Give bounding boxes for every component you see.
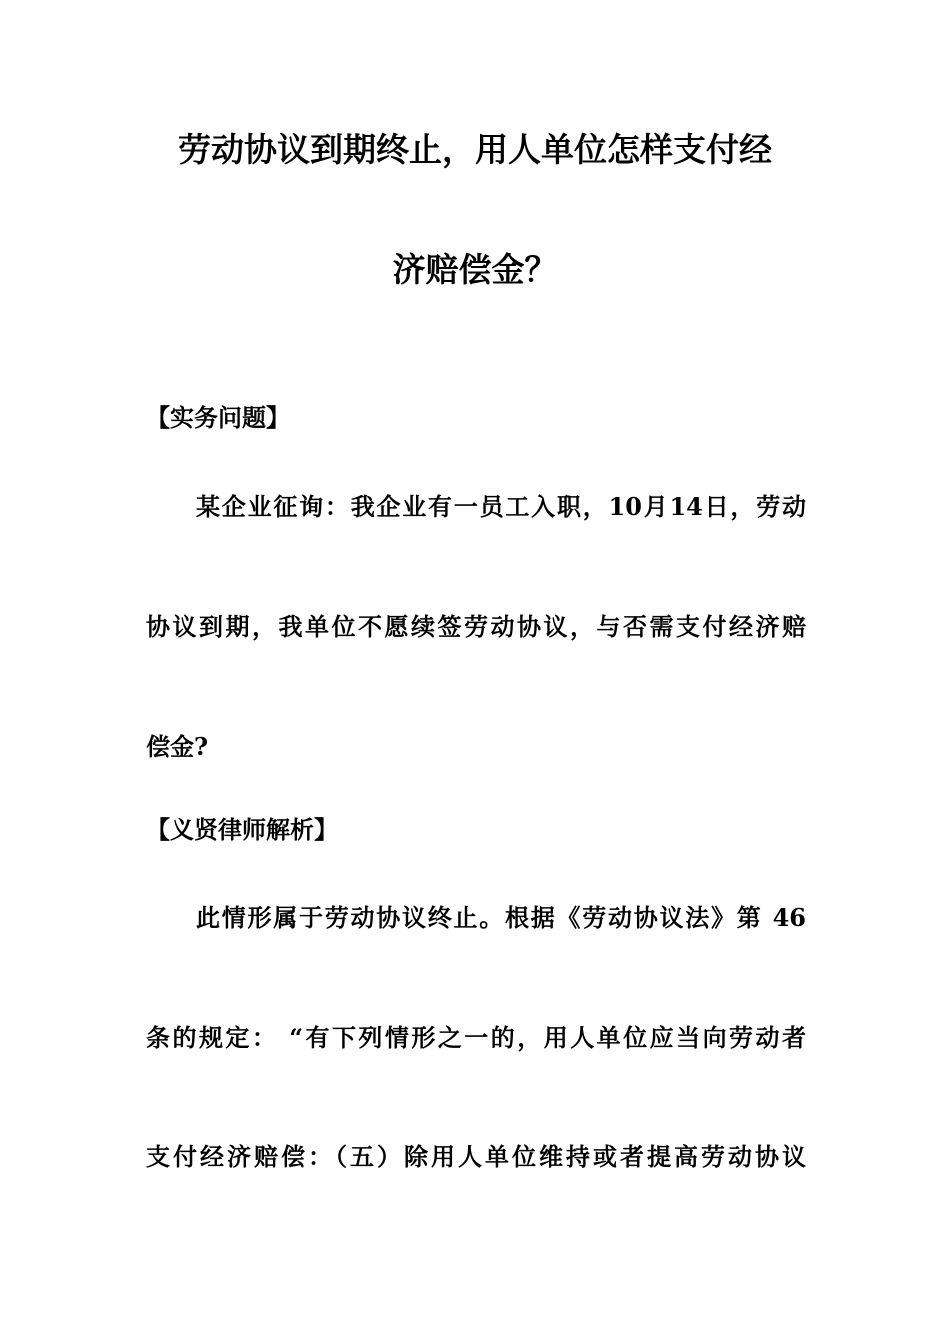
paragraph-line: 条的规定： “有下列情形之一的，用人单位应当向劳动者 <box>146 1023 806 1052</box>
paragraph-line: 偿金? <box>146 732 209 761</box>
paragraph-line: 支付经济赔偿：（五）除用人单位维持或者提高劳动协议 <box>146 1142 806 1171</box>
document-title-line-1: 劳动协议到期终止，用人单位怎样支付经 <box>178 130 772 169</box>
paragraph-line: 某企业征询：我企业有一员工入职，10月14日，劳动 <box>196 492 806 521</box>
section-heading-practice-question: 【实务问题】 <box>146 403 290 432</box>
paragraph-line: 此情形属于劳动协议终止。根据《劳动协议法》第 46 <box>196 903 806 932</box>
section-heading-lawyer-analysis: 【义贤律师解析】 <box>146 815 338 844</box>
paragraph-line: 协议到期，我单位不愿续签劳动协议，与否需支付经济赔 <box>146 612 806 641</box>
document-title-line-2: 济赔偿金？ <box>392 250 558 289</box>
